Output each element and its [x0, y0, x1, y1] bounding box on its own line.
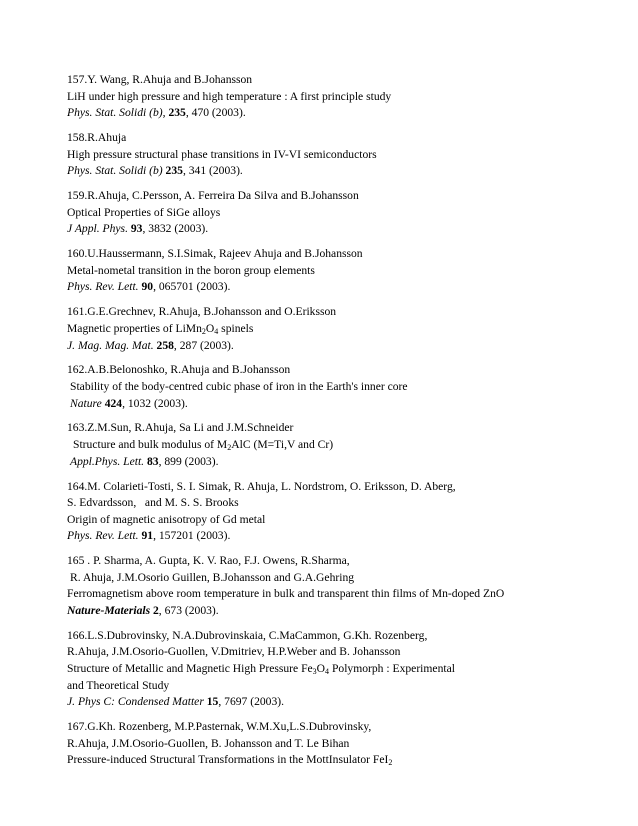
entry-volume: 235 — [165, 164, 183, 178]
entry-pages-year: , 341 (2003). — [182, 164, 243, 178]
entry-title: High pressure structural phase transitions in IV-VI semiconductors — [67, 147, 377, 161]
entry-citation — [67, 528, 627, 545]
entry-citation — [67, 163, 627, 180]
entry-volume: 235 — [168, 106, 186, 120]
entry-citation — [67, 221, 627, 238]
entry-pages-year: , 673 (2003). — [158, 604, 219, 617]
entry-citation — [67, 396, 627, 413]
entry-title: Ferromagnetism above room temperature in bulk and transparent thin films of Mn-doped ZnO — [67, 587, 505, 601]
entry-title-cont: and Theoretical Study — [67, 678, 170, 692]
reference-entry — [67, 246, 627, 296]
entry-authors: 161.G.E.Grechnev, R.Ahuja, B.Johansson and O.Eriksson — [67, 305, 337, 319]
entry-volume: 424 — [104, 396, 123, 410]
entry-volume: 91 — [141, 529, 154, 543]
entry-journal: Nature-Materials — [67, 604, 151, 617]
entry-authors: 165 . P. Sharma, A. Gupta, K. V. Rao, F.J. Owens, R.Sharma, — [67, 554, 350, 568]
entry-authors-cont: R. Ahuja, J.M.Osorio Guillen, B.Johansson and G.A.Gehring — [70, 570, 355, 584]
reference-list — [67, 72, 627, 777]
entry-pages-year: , 287 (2003). — [173, 338, 234, 352]
entry-volume: 2 — [153, 604, 159, 617]
entry-journal: Phys. Stat. Solidi (b) — [67, 164, 163, 178]
entry-authors: 162.A.B.Belonoshko, R.Ahuja and B.Johansson — [67, 363, 291, 377]
entry-citation — [67, 105, 627, 122]
entry-journal: Phys. Rev. Lett. — [67, 280, 139, 294]
entry-pages-year: , 7697 (2003). — [218, 695, 285, 709]
entry-pages-year: , 470 (2003). — [185, 106, 246, 120]
reference-entry — [67, 304, 627, 354]
entry-pages-year: , 3832 (2003). — [142, 222, 209, 236]
entry-journal: J. Phys C: Condensed Matter — [67, 695, 204, 709]
entry-authors: 167.G.Kh. Rozenberg, M.P.Pasternak, W.M.Xu,L.S.Dubrovinsky, — [67, 720, 372, 734]
entry-pages-year: , 1032 (2003). — [122, 396, 188, 410]
reference-entry — [67, 553, 627, 619]
entry-title: Metal-nometal transition in the boron group elements — [67, 263, 315, 277]
entry-title: Pressure-induced Structural Transformations in the MottInsulator FeI$_2$ — [67, 753, 393, 768]
entry-pages-year: , 157201 (2003). — [153, 529, 231, 543]
entry-authors: 159.R.Ahuja, C.Persson, A. Ferreira Da Silva and B.Johansson — [67, 189, 359, 203]
reference-entry — [67, 362, 627, 412]
entry-volume: 83 — [146, 454, 159, 468]
entry-title: Structure and bulk modulus of $M_2AlC$ (M=Ti,V and Cr) — [73, 438, 334, 453]
entry-volume: 258 — [156, 338, 174, 352]
entry-authors-cont: S. Edvardsson, and M. S. S. Brooks — [67, 496, 239, 510]
entry-citation — [67, 338, 627, 355]
entry-authors: 158.R.Ahuja — [67, 131, 127, 145]
entry-title: Magnetic properties of $LiMn_2O_4$ spinels — [67, 321, 254, 336]
entry-authors: 166.L.S.Dubrovinsky, N.A.Dubrovinskaia, C.MaCammon, G.Kh. Rozenberg, — [67, 628, 428, 642]
entry-volume: 93 — [130, 222, 143, 236]
entry-citation — [67, 603, 627, 620]
entry-citation — [67, 279, 627, 296]
entry-journal: Phys. Rev. Lett. — [67, 529, 139, 543]
entry-title: Origin of magnetic anisotropy of Gd metal — [67, 512, 266, 526]
entry-pages-year: , 065701 (2003). — [153, 280, 231, 294]
reference-entry — [67, 420, 627, 470]
entry-authors: 157.Y. Wang, R.Ahuja and B.Johansson — [67, 73, 253, 86]
entry-title: Stability of the body-centred cubic phase of iron in the Earth's inner core — [70, 379, 408, 393]
entry-authors-cont: R.Ahuja, J.M.Osorio-Guollen, V.Dmitriev, H.P.Weber and B. Johansson — [67, 645, 401, 659]
entry-authors-cont: R.Ahuja, J.M.Osorio-Guollen, B. Johansson and T. Le Bihan — [67, 736, 350, 750]
entry-authors: 160.U.Haussermann, S.I.Simak, Rajeev Ahuja and B.Johansson — [67, 247, 363, 261]
reference-entry — [67, 719, 627, 769]
entry-journal: Appl.Phys. Lett. — [70, 454, 145, 468]
entry-citation — [67, 454, 627, 471]
entry-title: Optical Properties of SiGe alloys — [67, 205, 221, 219]
reference-entry — [67, 628, 627, 711]
reference-entry — [67, 72, 627, 122]
entry-journal: Phys. Stat. Solidi (b), — [67, 106, 166, 120]
reference-entry — [67, 130, 627, 180]
entry-title: Structure of Metallic and Magnetic High Pressure $Fe_3O_4$ Polymorph : Experimental — [67, 662, 455, 677]
entry-journal: Nature — [70, 396, 102, 410]
entry-citation — [67, 694, 627, 711]
entry-authors: 163.Z.M.Sun, R.Ahuja, Sa Li and J.M.Schneider — [67, 421, 294, 435]
entry-journal: J Appl. Phys. — [67, 222, 128, 236]
entry-volume: 15 — [206, 695, 219, 709]
entry-pages-year: , 899 (2003). — [158, 454, 219, 468]
entry-volume: 90 — [141, 280, 154, 294]
entry-journal: J. Mag. Mag. Mat. — [67, 338, 154, 352]
entry-authors: 164.M. Colarieti-Tosti, S. I. Simak, R. Ahuja, L. Nordstrom, O. Eriksson, D. Aberg, — [67, 479, 456, 493]
entry-title: LiH under high pressure and high temperature : A first principle study — [67, 89, 392, 103]
reference-entry — [67, 479, 627, 545]
reference-entry — [67, 188, 627, 238]
